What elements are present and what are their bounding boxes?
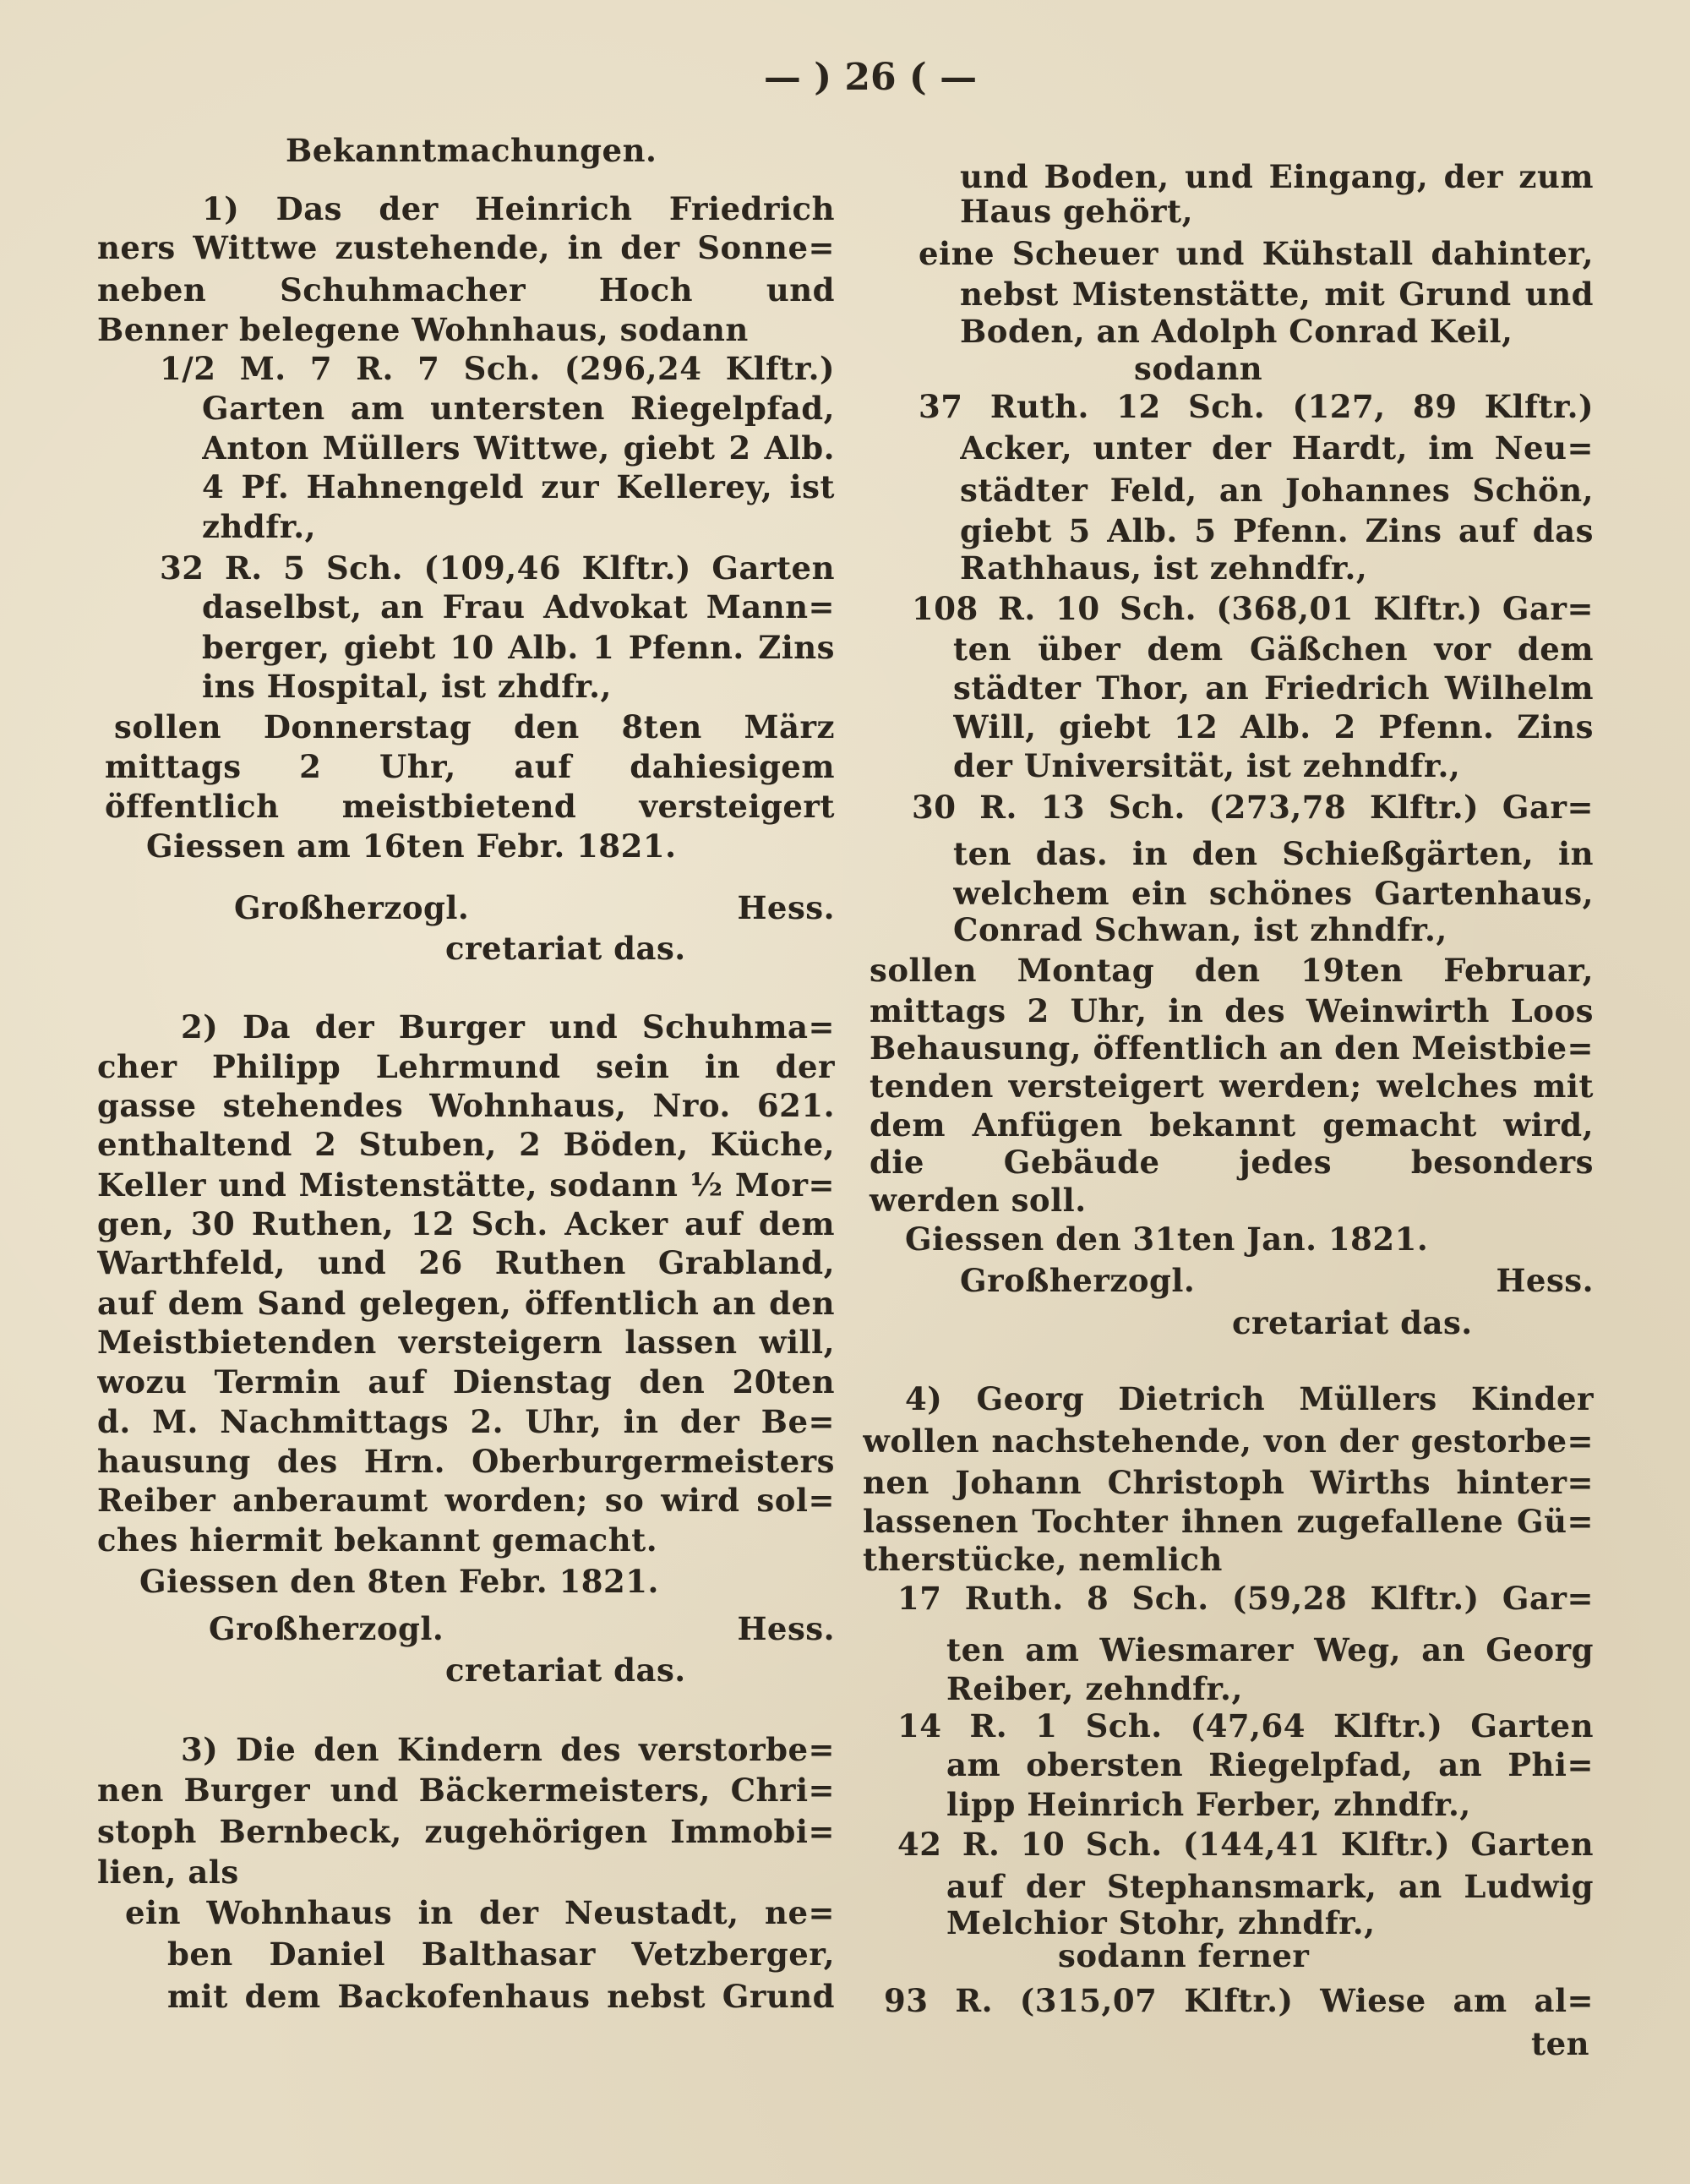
right-column-text-line: 42 R. 10 Sch. (144,41 Klftr.) Garten	[897, 1826, 1594, 1863]
left-column-text-line: ins Hospital, ist zhdfr.,	[202, 668, 612, 705]
right-column-text-line: sodann ferner	[1058, 1937, 1310, 1974]
right-column-text-line: wollen nachstehende, von der gestorbe=	[863, 1422, 1594, 1460]
right-column-text-line: Giessen den 31ten Jan. 1821.	[905, 1220, 1429, 1258]
right-column-text-line: Reiber, zehndfr.,	[946, 1670, 1243, 1707]
right-column-text-line: nen Johann Christoph Wirths hinter=	[863, 1464, 1594, 1501]
right-column-text-line: der Universität, ist zehndfr.,	[953, 747, 1461, 784]
left-column-text-line: Giessen den 8ten Febr. 1821.	[139, 1563, 659, 1600]
left-column-text-line: öffentlich meistbietend versteigert	[105, 788, 835, 825]
right-column-text-line: giebt 5 Alb. 5 Pfenn. Zins auf das	[960, 512, 1594, 549]
left-column-text-line: Reiber anberaumt worden; so wird sol=	[97, 1482, 835, 1519]
right-column-text-line: ten über dem Gäßchen vor dem	[953, 631, 1594, 668]
left-column-text-line: sollen Donnerstag den 8ten März	[114, 708, 835, 745]
left-column-text-line: Benner belegene Wohnhaus, sodann	[97, 311, 749, 348]
left-column-text-line: 1) Das der Heinrich Friedrich	[202, 190, 835, 227]
page-number-header: — ) 26 ( —	[763, 56, 978, 99]
right-column-text-line: cretariat das.	[1232, 1304, 1473, 1341]
left-column-text-line: 2) Da der Burger und Schuhma=	[181, 1008, 835, 1046]
right-column-text-line: sollen Montag den 19ten Februar,	[870, 952, 1594, 989]
right-column-text-line: 93 R. (315,07 Klftr.) Wiese am al=	[884, 1982, 1594, 2019]
right-column-text-line: Boden, an Adolph Conrad Keil,	[960, 313, 1513, 350]
left-column-text-line: ches hiermit bekannt gemacht.	[97, 1521, 658, 1559]
left-column-text-line: wozu Termin auf Dienstag den 20ten	[97, 1363, 835, 1400]
left-column-text-line: cretariat das.	[445, 930, 686, 967]
right-column-text-line: nebst Mistenstätte, mit Grund und	[960, 276, 1594, 313]
left-column-text-line: ein Wohnhaus in der Neustadt, ne=	[125, 1894, 835, 1931]
left-column-text-line: 3) Die den Kindern des verstorbe=	[181, 1731, 835, 1768]
right-column-text-line: auf der Stephansmark, an Ludwig	[946, 1868, 1594, 1905]
right-column-text-line: 14 R. 1 Sch. (47,64 Klftr.) Garten	[897, 1707, 1594, 1744]
left-column-text-line: d. M. Nachmittags 2. Uhr, in der Be=	[97, 1403, 835, 1440]
right-column-text-line: 4) Georg Dietrich Müllers Kinder	[905, 1380, 1594, 1417]
right-column-text-line: ten	[1531, 2025, 1590, 2062]
right-column-text-line: Rathhaus, ist zehndfr.,	[960, 549, 1368, 587]
right-column-text-line: Haus gehört,	[960, 193, 1194, 230]
left-column-text-line: zhdfr.,	[202, 508, 317, 545]
right-column-text-line: ten am Wiesmarer Weg, an Georg	[946, 1631, 1594, 1668]
right-column-text-line: lassenen Tochter ihnen zugefallene Gü=	[863, 1503, 1594, 1540]
left-column-text-line: Meistbietenden versteigern lassen will,	[97, 1324, 835, 1361]
left-column-text-line: cretariat das.	[445, 1652, 686, 1689]
left-column-text-line: stoph Bernbeck, zugehörigen Immobi=	[97, 1813, 835, 1850]
left-column-text-line: neben Schuhmacher Hoch und	[97, 271, 835, 308]
left-column-text-line: Warthfeld, und 26 Ruthen Grabland,	[97, 1244, 835, 1281]
left-column-text-line: ben Daniel Balthasar Vetzberger,	[167, 1936, 835, 1973]
right-column-text-line: 108 R. 10 Sch. (368,01 Klftr.) Gar=	[912, 590, 1594, 627]
right-column-text-line: welchem ein schönes Gartenhaus,	[953, 875, 1594, 912]
left-column-text-line: auf dem Sand gelegen, öffentlich an den	[97, 1285, 835, 1322]
left-column-text-line: ners Wittwe zustehende, in der Sonne=	[97, 229, 835, 266]
right-column-text-line: therstücke, nemlich	[863, 1541, 1223, 1578]
left-column-text-line: nen Burger und Bäckermeisters, Chri=	[97, 1772, 835, 1809]
left-column-text-line: hausung des Hrn. Oberburgermeisters	[97, 1443, 835, 1480]
left-column-text-line: gasse stehendes Wohnhaus, Nro. 621.	[97, 1087, 835, 1124]
left-column-text-line: Keller und Mistenstätte, sodann ½ Mor=	[97, 1166, 835, 1204]
left-column-text-line: daselbst, an Frau Advokat Mann=	[202, 588, 835, 625]
right-column-text-line: 30 R. 13 Sch. (273,78 Klftr.) Gar=	[912, 789, 1594, 826]
left-column-text-line: Bekanntmachungen.	[286, 132, 657, 169]
left-column-text-line: 1/2 M. 7 R. 7 Sch. (296,24 Klftr.)	[160, 350, 835, 387]
right-column-text-line: Conrad Schwan, ist zhndfr.,	[953, 911, 1447, 948]
right-column-text-line: am obersten Riegelpfad, an Phi=	[946, 1746, 1594, 1783]
left-column-text-line: lien, als	[97, 1854, 239, 1891]
left-column-text-line: enthaltend 2 Stuben, 2 Böden, Küche,	[97, 1126, 835, 1163]
right-column-text-line: die Gebäude jedes besonders	[870, 1144, 1594, 1181]
right-column-text-line: 37 Ruth. 12 Sch. (127, 89 Klftr.)	[919, 388, 1594, 425]
right-column-text-line: Großherzogl. Hess.	[960, 1262, 1594, 1299]
right-column-text-line: ten das. in den Schießgärten, in	[953, 835, 1594, 872]
right-column-text-line: tenden versteigert werden; welches mit	[870, 1067, 1594, 1105]
left-column-text-line: Giessen am 16ten Febr. 1821.	[146, 827, 677, 865]
left-column-text-line: Garten am untersten Riegelpfad,	[202, 390, 835, 427]
right-column-text-line: eine Scheuer und Kühstall dahinter,	[919, 235, 1594, 272]
right-column-text-line: Will, giebt 12 Alb. 2 Pfenn. Zins	[953, 708, 1594, 745]
right-column-text-line: städter Feld, an Johannes Schön,	[960, 472, 1594, 509]
left-column-text-line: berger, giebt 10 Alb. 1 Pfenn. Zins	[202, 629, 835, 666]
left-column-text-line: gen, 30 Ruthen, 12 Sch. Acker auf dem	[97, 1205, 835, 1242]
left-column-text-line: Anton Müllers Wittwe, giebt 2 Alb.	[202, 429, 835, 467]
left-column-text-line: 32 R. 5 Sch. (109,46 Klftr.) Garten	[160, 549, 835, 587]
left-column-text-line: mit dem Backofenhaus nebst Grund	[167, 1978, 835, 2015]
right-column-text-line: und Boden, und Eingang, der zum	[960, 158, 1594, 195]
right-column-text-line: Behausung, öffentlich an den Meistbie=	[870, 1029, 1594, 1067]
left-column-text-line: 4 Pf. Hahnengeld zur Kellerey, ist	[202, 468, 835, 505]
right-column-text-line: mittags 2 Uhr, in des Weinwirth Loos	[870, 992, 1594, 1029]
right-column-text-line: Melchior Stohr, zhndfr.,	[946, 1904, 1376, 1941]
right-column-text-line: lipp Heinrich Ferber, zhndfr.,	[946, 1786, 1471, 1823]
right-column-text-line: städter Thor, an Friedrich Wilhelm	[953, 669, 1594, 707]
right-column-text-line: sodann	[1134, 350, 1263, 387]
left-column-text-line: Großherzogl. Hess.	[234, 889, 835, 926]
right-column-text-line: dem Anfügen bekannt gemacht wird,	[870, 1106, 1594, 1144]
right-column-text-line: werden soll.	[870, 1182, 1087, 1219]
left-column-text-line: cher Philipp Lehrmund sein in der	[97, 1048, 835, 1085]
left-column-text-line: mittags 2 Uhr, auf dahiesigem	[105, 748, 835, 785]
left-column-text-line: Großherzogl. Hess.	[209, 1610, 835, 1647]
right-column-text-line: Acker, unter der Hardt, im Neu=	[960, 429, 1594, 467]
right-column-text-line: 17 Ruth. 8 Sch. (59,28 Klftr.) Gar=	[897, 1580, 1594, 1617]
